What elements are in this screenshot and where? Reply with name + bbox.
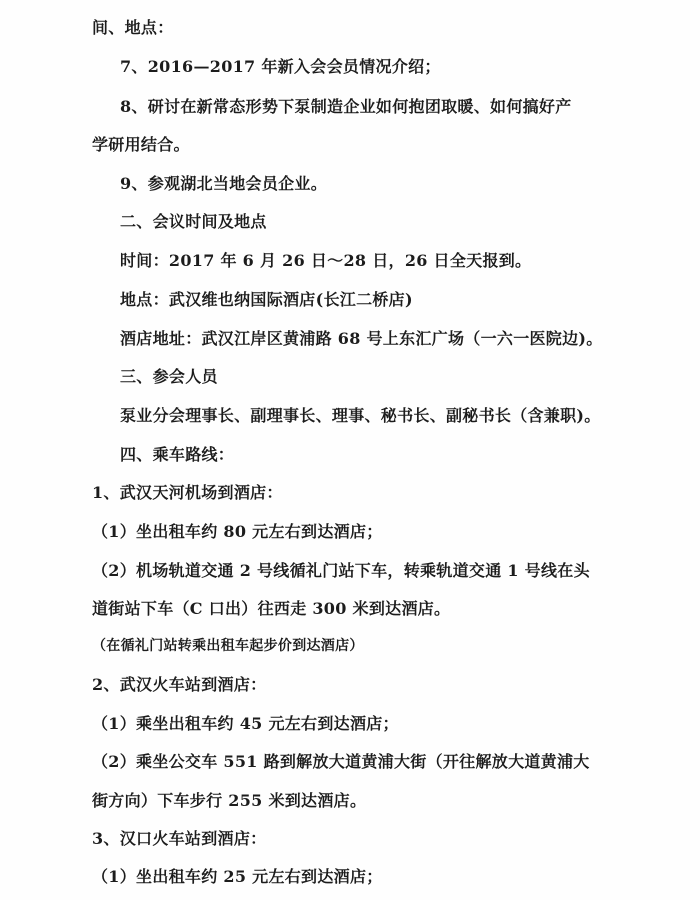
text-line: 泵业分会理事长、副理事长、理事、秘书长、副秘书长（含兼职)。 [120,406,601,425]
section-heading: 二、会议时间及地点 [120,212,267,231]
text-line: 地点：武汉维也纳国际酒店(长江二桥店) [120,290,413,309]
text-line: 8、研讨在新常态形势下泵制造企业如何抱团取暖、如何搞好产 [120,97,572,116]
sub-heading: 2、武汉火车站到酒店： [92,675,267,694]
text-line: 学研用结合。 [92,135,190,154]
note-line: （在循礼门站转乘出租车起步价到达酒店） [92,638,364,654]
text-line: 街方向）下车步行 255 米到达酒店。 [92,791,367,810]
sub-heading: 3、汉口火车站到酒店： [92,829,267,848]
text-line: 酒店地址：武汉江岸区黄浦路 68 号上东汇广场（一六一医院边)。 [120,329,603,348]
text-line: 间、地点： [92,18,174,37]
text-line: （1）乘坐出租车约 45 元左右到达酒店； [92,714,399,733]
text-line: 7、2016—2017 年新入会会员情况介绍； [120,57,441,76]
section-heading: 四、乘车路线： [120,445,235,464]
section-heading: 三、参会人员 [120,367,218,386]
text-line: 道街站下车（C 口出）往西走 300 米到达酒店。 [92,599,451,618]
sub-heading: 1、武汉天河机场到酒店： [92,483,283,502]
text-line: （1）坐出租车约 25 元左右到达酒店； [92,867,383,886]
text-line: （2）乘坐公交车 551 路到解放大道黄浦大街（开往解放大道黄浦大 [92,752,590,771]
text-line: （2）机场轨道交通 2 号线循礼门站下车，转乘轨道交通 1 号线在头 [92,561,590,580]
text-line: 9、参观湖北当地会员企业。 [120,174,328,193]
text-line: 时间：2017 年 6 月 26 日～28 日，26 日全天报到。 [120,251,532,270]
text-line: （1）坐出租车约 80 元左右到达酒店； [92,522,383,541]
